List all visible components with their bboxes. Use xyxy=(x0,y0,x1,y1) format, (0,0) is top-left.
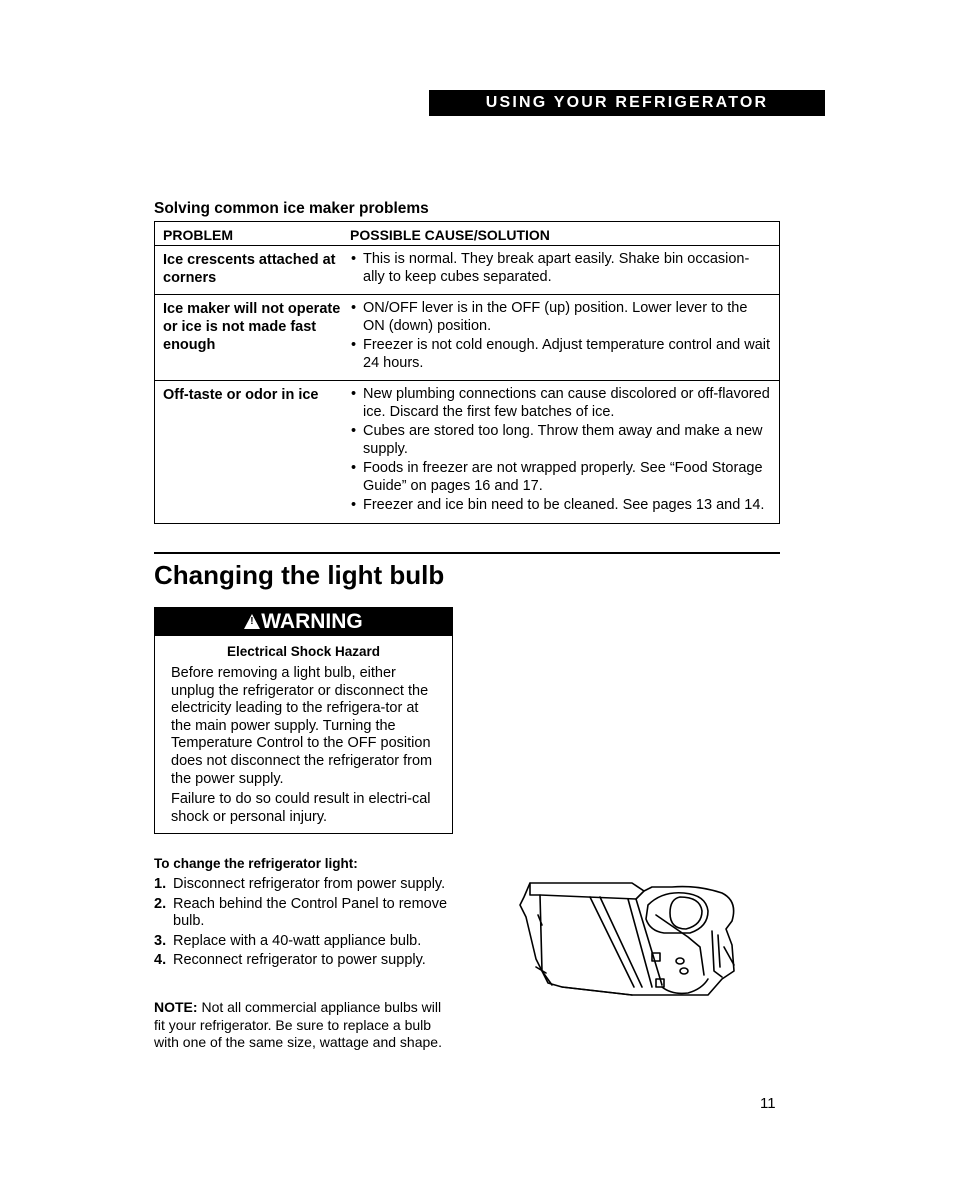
problem-cell: Ice crescents attached at corners xyxy=(155,246,351,295)
step-number: 4. xyxy=(154,952,167,969)
step-number: 3. xyxy=(154,932,167,949)
solution-item: • Freezer is not cold enough. Adjust temperature control and wait 24 hours. xyxy=(350,337,771,372)
table-row xyxy=(155,381,780,524)
table-row xyxy=(155,246,780,295)
step-number: 1. xyxy=(154,876,167,892)
solution-item: • This is normal. They break apart easily. Shake bin occasion-ally to keep cubes separated. xyxy=(350,251,771,286)
note xyxy=(154,999,454,1052)
solution-item: • New plumbing connections can cause discolored or off-flavored ice. Discard the first few batches of ice. xyxy=(350,386,771,421)
warning-paragraph: Before removing a light bulb, either unplug the refrigerator or disconnect the electricity leading to the refrigera-tor at the main power supply. Turning the Temperature Control to the OFF position does not disconnect the refrigerator from the power supply. xyxy=(171,665,433,787)
ice-maker-problems-table xyxy=(154,221,780,524)
solution-item: • ON/OFF lever is in the OFF (up) position. Lower lever to the ON (down) position. xyxy=(350,300,771,335)
problem-cell: Off-taste or odor in ice xyxy=(155,381,351,524)
solution-cell xyxy=(350,246,780,295)
warning-subtitle: Electrical Shock Hazard xyxy=(226,644,381,659)
solution-item: • Freezer and ice bin need to be cleaned. See pages 13 and 14. xyxy=(350,497,771,515)
warning-paragraph: Failure to do so could result in electri-cal shock or personal injury. xyxy=(171,791,431,825)
table-header-row xyxy=(155,222,780,246)
light-bulb-heading: Changing the light bulb xyxy=(154,560,445,590)
steps-title: To change the refrigerator light: xyxy=(154,856,358,871)
step-text: Reach behind the Control Panel to remove bulb. xyxy=(173,895,448,930)
section-divider xyxy=(154,552,780,554)
warning-header xyxy=(155,608,452,636)
note-label: NOTE: xyxy=(154,999,198,1015)
warning-box xyxy=(154,607,453,834)
solution-item: • Foods in freezer are not wrapped properly. See “Food Storage Guide” on pages 16 and 17. xyxy=(350,460,771,495)
problem-cell: Ice maker will not operate or ice is not made fast enough xyxy=(155,295,351,381)
page-number: 11 xyxy=(760,1095,776,1112)
steps-list xyxy=(154,876,454,972)
list-item xyxy=(154,896,454,931)
step-number: 2. xyxy=(154,895,167,912)
solution-cell xyxy=(350,295,780,381)
warning-body xyxy=(155,659,452,826)
step-text: Replace with a 40-watt appliance bulb. xyxy=(173,932,422,949)
section-banner: USING YOUR REFRIGERATOR xyxy=(429,90,825,116)
list-item xyxy=(154,876,454,894)
step-text: Reconnect refrigerator to power supply. xyxy=(173,952,426,969)
column-header-problem: PROBLEM xyxy=(163,227,233,243)
ice-maker-section-title: Solving common ice maker problems xyxy=(154,200,429,217)
warning-triangle-icon xyxy=(244,614,260,629)
note-text: Not all commercial appliance bulbs will fit your refrigerator. Be sure to replace a bulb with one of the same size, wattage and shape. xyxy=(154,999,442,1050)
solution-cell xyxy=(350,381,780,524)
list-item xyxy=(154,933,454,951)
warning-label: WARNING xyxy=(261,610,363,633)
table-row xyxy=(155,295,780,381)
step-text: Disconnect refrigerator from power supply. xyxy=(173,876,446,892)
column-header-solution: POSSIBLE CAUSE/SOLUTION xyxy=(350,227,550,243)
solution-item: • Cubes are stored too long. Throw them away and make a new supply. xyxy=(350,423,771,458)
light-bulb-cover-illustration xyxy=(512,875,744,1003)
list-item xyxy=(154,952,454,970)
